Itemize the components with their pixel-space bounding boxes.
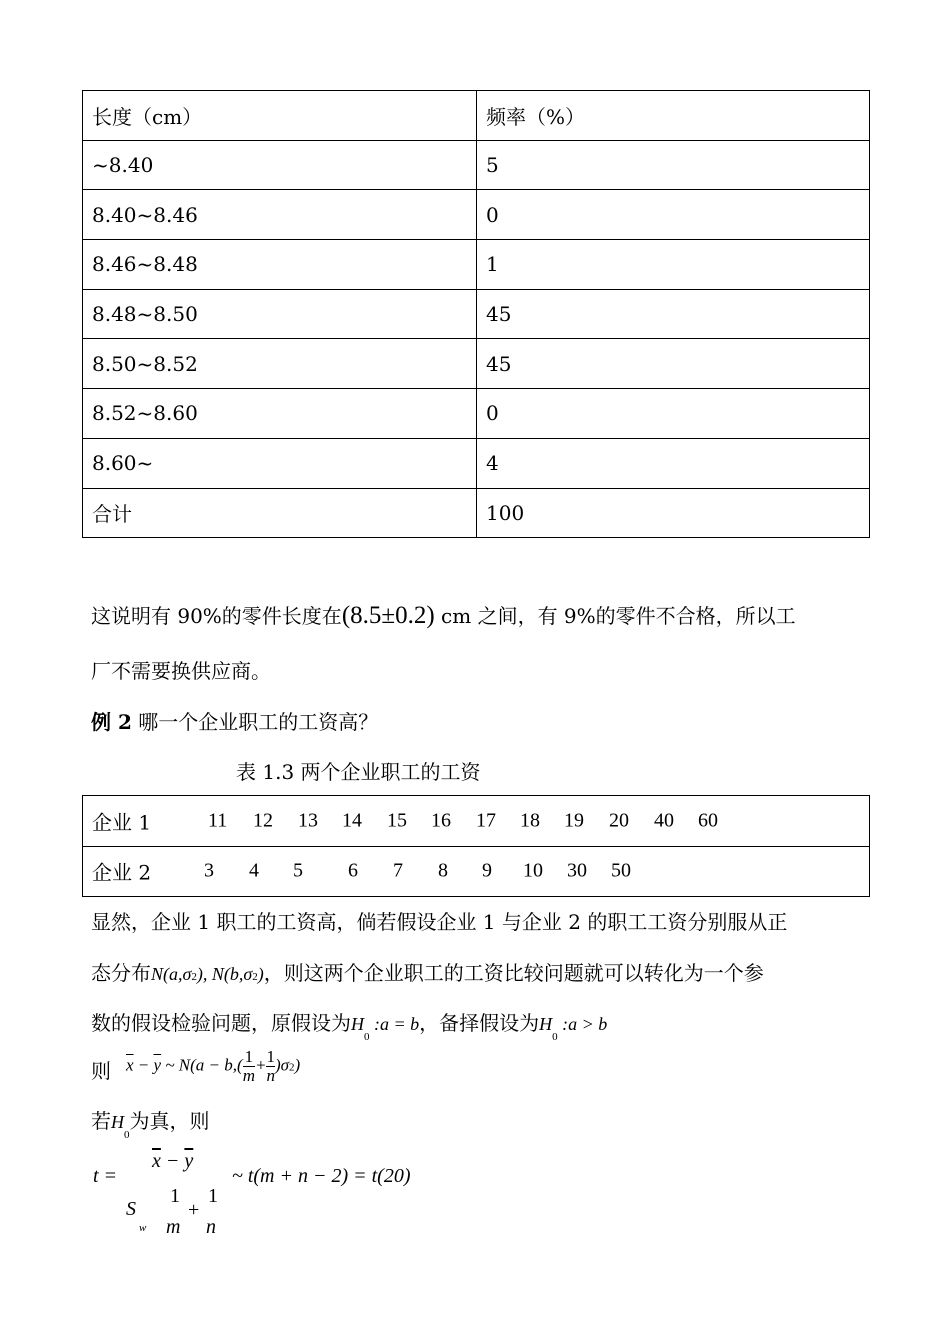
frequency-cell: 频率（%） xyxy=(477,91,870,141)
wage-value: 16 xyxy=(431,809,451,832)
t-lhs: t = xyxy=(93,1165,118,1187)
wage-value: 11 xyxy=(208,809,228,832)
t-distribution: ~ t(m + n − 2) = t(20) xyxy=(232,1165,411,1187)
wage-value: 13 xyxy=(298,809,318,832)
alternative-hypothesis: $H_0$ :a > b xyxy=(539,1014,608,1043)
length-interval: (8.5±0.2) xyxy=(341,602,435,629)
length-cell: 合计 xyxy=(83,488,477,538)
table-row xyxy=(83,190,870,240)
enterprise-label: 企业 2 xyxy=(92,860,152,885)
enterprise-label: 企业 1 xyxy=(92,810,152,835)
length-cell: 8.46~8.48 xyxy=(83,240,477,290)
frac2-den: n xyxy=(206,1216,216,1238)
conclusion-paragraph-line2: 厂不需要换供应商。 xyxy=(91,659,271,683)
frequency-cell: 45 xyxy=(477,289,870,339)
t-numerator: $\overline{x} - \overline{y}$ xyxy=(152,1150,194,1172)
length-cell: ~8.40 xyxy=(83,140,477,190)
table-caption: 表 1.3 两个企业职工的工资 xyxy=(236,760,481,784)
analysis-line3-a: 数的假设检验问题，原假设为 xyxy=(91,1011,351,1035)
frequency-cell: 100 xyxy=(477,488,870,538)
table-row xyxy=(83,339,870,389)
wage-value: 14 xyxy=(342,809,362,832)
frequency-cell: 5 xyxy=(477,140,870,190)
wage-value: 20 xyxy=(609,809,629,832)
analysis-line2-a: 态分布 xyxy=(91,961,151,985)
frequency-cell: 1 xyxy=(477,240,870,290)
conclusion-text-b: cm 之间，有 9%的零件不合格，所以工 xyxy=(434,604,796,628)
length-cell: 8.60~ xyxy=(83,438,477,488)
wage-cell xyxy=(83,846,870,897)
table-row xyxy=(83,140,870,190)
sw-symbol: S xyxy=(126,1198,136,1220)
wage-value: 17 xyxy=(476,809,496,832)
wage-cell xyxy=(83,796,870,847)
wage-row-1 xyxy=(83,796,870,847)
wage-value: 5 xyxy=(293,859,303,882)
wage-value: 8 xyxy=(438,859,448,882)
table-row xyxy=(83,438,870,488)
normal-distributions: N(a,σ2), N(b,σ2) xyxy=(151,964,264,984)
h0-symbol: $H_0$ xyxy=(111,1112,130,1141)
frequency-cell: 4 xyxy=(477,438,870,488)
wage-row-2 xyxy=(83,846,870,897)
analysis-line1: 显然，企业 1 职工的工资高，倘若假设企业 1 与企业 2 的职工工资分别服从正 xyxy=(91,910,788,934)
wage-value: 60 xyxy=(698,809,718,832)
wage-value: 18 xyxy=(520,809,540,832)
if-true-text: 为真，则 xyxy=(129,1109,210,1133)
frac1-den: m xyxy=(166,1216,181,1238)
length-cell: 8.40~8.46 xyxy=(83,190,477,240)
wage-value: 30 xyxy=(567,859,587,882)
analysis-line2-b: ，则这两个企业职工的工资比较问题就可以转化为一个参 xyxy=(263,961,764,985)
sw-subscript: w xyxy=(139,1222,147,1234)
wage-value: 3 xyxy=(204,859,214,882)
table-header-row xyxy=(83,91,870,141)
if-null-true-line xyxy=(91,1105,210,1141)
frac-plus: + xyxy=(188,1199,200,1221)
wage-value: 50 xyxy=(611,859,631,882)
analysis-line3-b: ，备择假设为 xyxy=(419,1011,540,1035)
table-row xyxy=(83,389,870,439)
wage-value: 40 xyxy=(654,809,674,832)
wage-table xyxy=(82,795,870,897)
null-hypothesis: $H_0$ :a = b xyxy=(351,1014,420,1043)
if-label: 若 xyxy=(91,1109,111,1133)
table-row xyxy=(83,240,870,290)
length-cell: 8.50~8.52 xyxy=(83,339,477,389)
wage-value: 9 xyxy=(482,859,492,882)
analysis-line2 xyxy=(91,957,764,986)
conclusion-paragraph-line1 xyxy=(91,600,796,630)
frac2-num: 1 xyxy=(208,1185,218,1207)
then-label: 则 xyxy=(91,1059,111,1083)
wage-value: 10 xyxy=(523,859,543,882)
frequency-cell: 0 xyxy=(477,190,870,240)
conclusion-text-a: 这说明有 90%的零件长度在 xyxy=(91,604,342,628)
wage-value: 4 xyxy=(249,859,259,882)
wage-value: 6 xyxy=(348,859,358,882)
table-row xyxy=(83,289,870,339)
wage-value: 15 xyxy=(387,809,407,832)
wage-value: 7 xyxy=(393,859,403,882)
frac1-num: 1 xyxy=(170,1185,180,1207)
length-cell: 8.48~8.50 xyxy=(83,289,477,339)
example-question: 哪一个企业职工的工资高？ xyxy=(131,710,379,734)
frequency-cell: 45 xyxy=(477,339,870,389)
difference-distribution: $\overline{x} - \overline{y}$ ~ N(a − b,( $\frac{1}{m}$ + $\frac{1}{n}$ )σ2) xyxy=(126,1047,301,1085)
analysis-line3 xyxy=(91,1007,608,1043)
length-cell: 长度（cm） xyxy=(83,91,477,141)
length-frequency-table xyxy=(82,90,870,538)
wage-value: 12 xyxy=(253,809,273,832)
frequency-cell: 0 xyxy=(477,389,870,439)
example-label: 例 2 xyxy=(91,710,132,734)
wage-value: 19 xyxy=(564,809,584,832)
length-cell: 8.52~8.60 xyxy=(83,389,477,439)
table-row xyxy=(83,488,870,538)
example-heading xyxy=(91,706,378,735)
